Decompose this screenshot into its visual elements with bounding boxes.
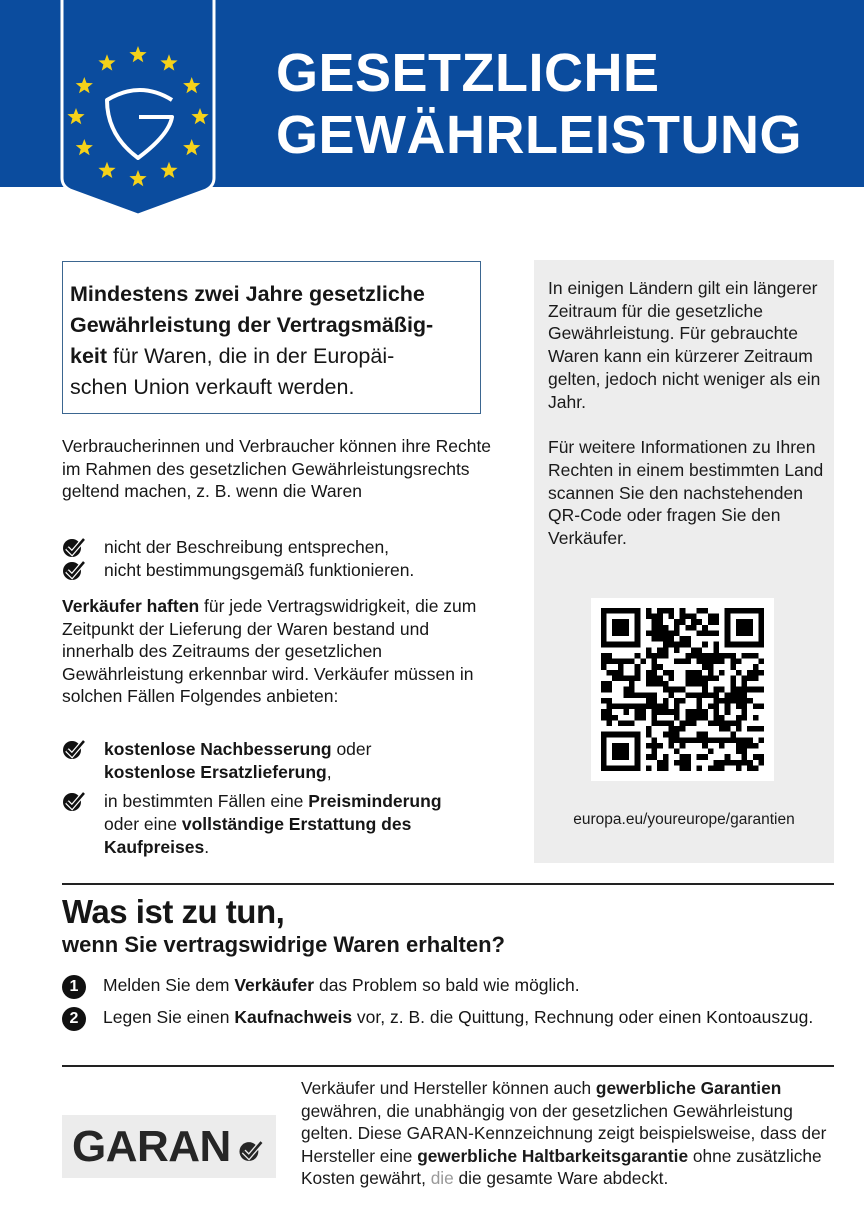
- section-divider: [62, 883, 834, 885]
- liability-bold: Verkäufer haften: [62, 596, 200, 616]
- check-icon: [238, 1140, 264, 1162]
- remedies-list: [62, 738, 502, 865]
- check-icon: [62, 791, 86, 812]
- check-icon: [62, 537, 86, 558]
- remedy-text: in bestimmten Fällen eine: [104, 791, 309, 811]
- title-line-2: GEWÄHRLEISTUNG: [276, 105, 802, 165]
- section-subheading: wenn Sie vertragswidrige Waren erhalten?: [62, 932, 505, 957]
- info-paragraph-1: In einigen Ländern gilt ein längerer Zeitraum für die gesetzliche Gewährleistung. Für gebrauchte Waren kann ein kürzerer Zeitraum gelten, jedoch nicht weniger als ein Jahr.: [548, 278, 821, 412]
- lead-text-3: für Waren, die in der Europäi-: [107, 344, 395, 368]
- europa-url-link[interactable]: europa.eu/youreurope/garantien: [573, 811, 795, 828]
- section-heading: Was ist zu tun,: [62, 893, 285, 930]
- page-title: [276, 42, 802, 166]
- lead-bold-3: keit: [70, 344, 108, 368]
- remedy-text: ,: [326, 762, 332, 782]
- step-text: Legen Sie einen: [103, 1007, 235, 1027]
- remedy-text: oder eine: [104, 814, 182, 834]
- step-text: vor, z. B. die Quittung, Rechnung oder einen Kontoauszug.: [352, 1007, 814, 1027]
- condition-text: nicht bestimmungsgemäß funktionieren.: [104, 560, 415, 580]
- title-line-1: GESETZLICHE: [276, 43, 660, 103]
- remedy-bold: Preisminderung: [308, 791, 442, 811]
- list-item: [62, 536, 502, 559]
- garan-logo: [62, 1115, 276, 1178]
- remedy-text: .: [204, 837, 210, 857]
- garan-faded-text: die: [430, 1168, 454, 1188]
- list-item: [62, 738, 502, 784]
- qr-code[interactable]: [591, 598, 774, 781]
- garan-text: ohne zusätzliche Kosten gewährt,: [301, 1145, 822, 1188]
- condition-text: nicht der Beschreibung entsprechen,: [104, 537, 390, 557]
- intro-paragraph: Verbraucherinnen und Verbraucher können ihre Rechte im Rahmen des gesetzlichen Gewährleistungsrechts geltend machen, z. B. wenn die Waren: [62, 436, 492, 501]
- step-bold: Kaufnachweis: [234, 1007, 353, 1027]
- step-number-badge: 1: [62, 975, 86, 999]
- step-text: das Problem so bald wie möglich.: [314, 975, 580, 995]
- lead-text-4: schen Union verkauft werden.: [70, 375, 355, 399]
- info-text: [548, 277, 833, 550]
- info-paragraph-2: Für weitere Informationen zu Ihren Rechten in einem bestimmten Land scannen Sie den nachstehenden QR-Code oder fragen Sie den Verkäufer.: [548, 437, 824, 549]
- step-text: Melden Sie dem: [103, 975, 235, 995]
- remedy-bold: kostenlose Ersatzlieferung: [104, 762, 327, 782]
- check-icon: [62, 560, 86, 581]
- eu-shield-emblem-icon: [60, 0, 216, 217]
- step-number-badge: 2: [62, 1007, 86, 1031]
- garan-text: gewähren, die unabhängig von der gesetzlichen Gewährleistung gelten. Diese GARAN-Kennzeichnung zeigt beispielsweise, dass der Hersteller eine: [301, 1100, 827, 1166]
- garan-paragraph: [301, 1077, 836, 1190]
- list-item: [62, 790, 502, 859]
- list-item: [62, 559, 502, 582]
- liability-text: für jede Vertragswidrigkeit, die zum Zeitpunkt der Lieferung der Waren bestand und innerhalb des Zeitraums der gesetzlichen Gewährleistung erkennbar wird. Verkäufer müssen in solchen Fällen Folgendes anbieten:: [62, 596, 477, 706]
- conditions-list: [62, 536, 502, 582]
- liability-paragraph: [62, 595, 492, 708]
- step-item: [62, 1006, 832, 1029]
- garan-text: die gesamte Ware abdeckt.: [453, 1168, 669, 1188]
- garan-bold: gewerbliche Haltbarkeitsgarantie: [417, 1145, 689, 1166]
- step-item: [62, 974, 832, 997]
- check-icon: [62, 739, 86, 760]
- info-sidebar: [534, 260, 834, 863]
- steps-list: [62, 974, 832, 1038]
- section-divider: [62, 1065, 834, 1067]
- lead-statement-box: [62, 261, 481, 414]
- garan-logo-text: GARAN: [72, 1122, 231, 1171]
- lead-bold-1: Mindestens zwei Jahre gesetzliche: [70, 282, 425, 306]
- garan-text: Verkäufer und Hersteller können auch: [301, 1078, 596, 1098]
- remedy-bold: vollständige Erstattung des Kaufpreises: [104, 814, 412, 857]
- step-bold: Verkäufer: [234, 975, 315, 995]
- remedy-bold: kostenlose Nachbesserung: [104, 739, 332, 759]
- remedy-text: oder: [331, 739, 372, 759]
- qr-code-icon: [601, 608, 764, 771]
- lead-bold-2: Gewährleistung der Vertragsmäßig-: [70, 313, 434, 337]
- garan-bold: gewerbliche Garantien: [595, 1078, 782, 1098]
